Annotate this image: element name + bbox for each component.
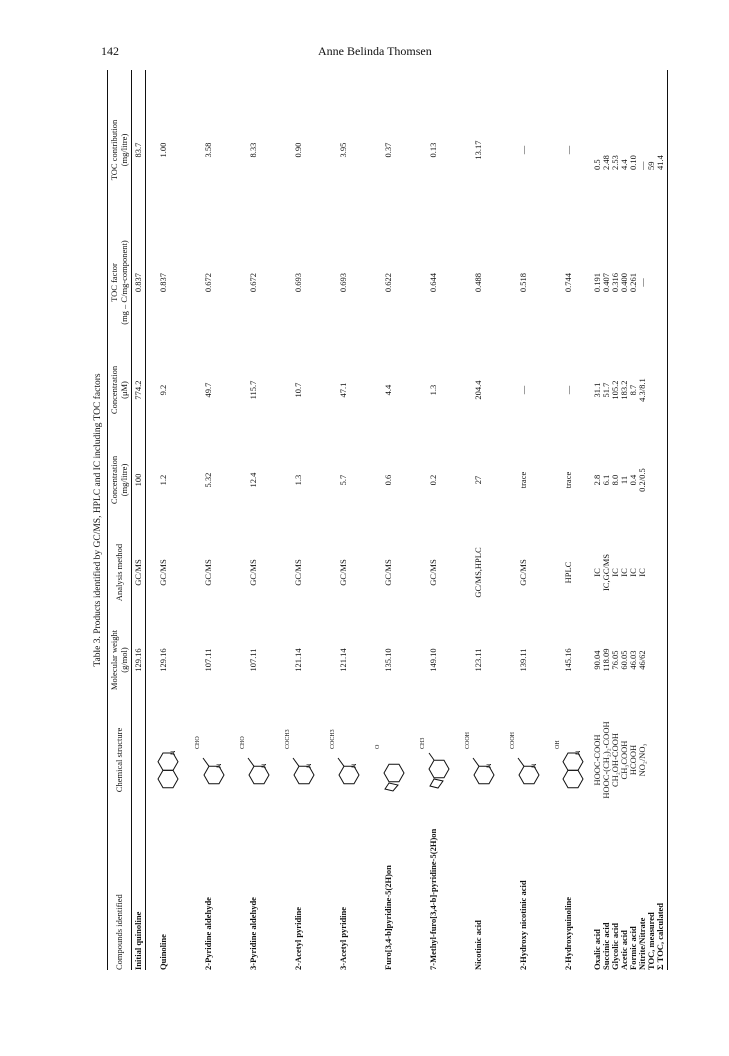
svg-text:N: N [531,763,538,768]
substituent-label: OH [555,740,561,749]
row-toc-contrib: 3.58 [203,142,213,158]
row-conc-mg: 1.2 [158,474,168,486]
row-toc-factor: 0.622 [383,272,393,293]
acid-mw: 76.05 [610,650,620,670]
acid-method: IC [637,568,647,577]
acid-mw: 60.05 [619,650,629,670]
acid-formula: HOOC-(CH₂)₂-COOH [601,721,611,799]
row-toc-factor: 0.693 [293,272,303,293]
row-toc-contrib: 3.95 [338,142,348,158]
acid-toc-contrib: 4.4 [619,159,629,170]
svg-text:N: N [351,763,358,768]
acid-toc-contrib: 2.53 [610,155,620,170]
acid-toc-factor: 0.400 [619,272,629,293]
row-mw: 121.14 [293,648,303,672]
pyridine-sub-structure [285,729,321,795]
acid-compound: Oxalic acid [592,929,602,970]
acid-conc-um: 8.7 [628,384,638,396]
row-toc-factor: 0.744 [563,272,573,293]
row-method: GC/MS [203,559,213,586]
initial-row-rule [145,70,146,970]
acid-compound: Σ TOC, calculated [655,902,665,970]
row-method: HPLC [563,561,573,584]
row-conc-mg: 1.3 [293,474,303,486]
row-conc-um: 4.4 [383,384,393,396]
acid-compound: Acetic acid [619,930,629,970]
compound-name: 3-Pyridine aldehyde [248,897,258,970]
acid-compound: Formic acid [628,926,638,970]
header-conc-mg [109,435,129,525]
row-toc-contrib: 0.37 [383,142,393,158]
substituent-label: COOH [465,731,471,749]
compound-name: Quinoline [158,934,168,970]
acid-mw: 46/62 [637,650,647,670]
acid-compound: TOC, measured [646,912,656,970]
methylfuropyridinone-structure [421,735,456,795]
acid-toc-contrib: 0.5 [592,159,602,170]
nitrogen-atom-label: N [575,750,582,755]
initial-compound: Initial quinoline [133,911,143,970]
svg-text:N: N [216,763,223,768]
compound-name: 2-Hydroxyquinoline [563,896,573,970]
acid-mw-list [593,620,647,700]
row-toc-contrib: 0.13 [428,142,438,158]
acid-conc-um-list [593,345,647,435]
row-mw: 107.11 [203,648,213,672]
initial-method: GC/MS [133,559,143,586]
header-mw [109,620,129,700]
compound-name: Nicotinic acid [473,920,483,970]
pyridine-sub-structure [196,735,231,795]
row-conc-um: 204.4 [473,380,483,400]
acid-conc-um: 51.7 [601,382,611,398]
acid-formula-list [593,700,647,820]
row-method: GC/MS [383,559,393,586]
row-mw: 145.16 [563,648,573,672]
svg-text:N: N [486,763,493,768]
pyridine-sub-structure [241,735,276,795]
row-method: GC/MS [518,559,528,586]
table-bottom-rule [667,70,668,970]
row-method: GC/MS,HPLC [473,547,483,598]
row-conc-um: — [518,385,528,395]
header-conc-mg-line2: (mg/litre) [119,463,129,497]
substituent-label: O [375,744,381,749]
table-top-rule [107,70,108,970]
header-conc-um-line1: Concentration [109,365,119,415]
acid-compound: Succinic acid [601,922,611,970]
row-method: GC/MS [248,559,258,586]
row-conc-um: 115.7 [248,380,258,400]
svg-text:N: N [306,763,313,768]
acid-conc-mg: 11 [619,475,629,485]
acid-conc-mg: 8.0 [610,474,620,486]
row-toc-factor: 0.518 [518,272,528,293]
acid-mw: 118.09 [601,648,611,672]
row-conc-um: 1.3 [428,384,438,396]
initial-conc-um: 774.2 [133,380,143,400]
row-conc-mg: 5.32 [203,472,213,488]
row-toc-contrib: 13.17 [473,140,483,160]
header-compound: Compounds identified [114,894,124,970]
acid-method: IC [628,568,638,577]
acid-compound-list [593,903,665,970]
acid-toc-factor: 0.191 [592,272,602,293]
row-toc-factor: 0.672 [203,272,213,293]
page-number: 142 [101,44,119,58]
acid-method: IC [610,568,620,577]
acid-formula: CH₃COOH [619,740,629,780]
header-conc-um-line2: (μM) [119,381,129,399]
header-toc-contrib-line2: (mg/litre) [119,133,129,167]
row-method: GC/MS [428,559,438,586]
header-conc-mg-line1: Concentration [109,455,119,505]
acid-method: IC [592,568,602,577]
row-method: GC/MS [293,559,303,586]
row-conc-mg: 27 [473,475,483,485]
acid-formula: HOOC-COOH [592,734,602,786]
header-mw-line1: Molecular weight [109,629,119,691]
pyridine-sub-structure [510,731,546,795]
row-conc-um: 9.2 [158,384,168,396]
substituent-label: CHO [240,736,246,749]
pyridine-sub-structure [465,731,501,795]
header-toc-contrib-line1: TOC contribution [109,119,119,181]
acid-toc-factor: 0.407 [601,272,611,293]
row-toc-factor: 0.672 [248,272,258,293]
row-toc-factor: 0.488 [473,272,483,293]
row-mw: 149.10 [428,648,438,672]
acid-toc-contrib: — [637,161,647,170]
row-toc-contrib: — [518,145,528,155]
quinoline-structure [151,735,186,795]
row-conc-um: 10.7 [293,382,303,398]
row-conc-mg: trace [563,471,573,489]
furopyridinone-structure [376,735,411,795]
compound-name: 2-Acetyl pyridine [293,906,303,970]
acid-conc-mg: 6.1 [601,474,611,486]
header-mw-line2: (g/mol) [119,647,129,673]
acid-conc-um: 4.3/8.1 [637,378,647,402]
header-toc-factor-line1: TOC factor [109,263,119,302]
acid-mw: 46.03 [628,650,638,670]
header-rule [131,70,132,970]
substituent-label: CH3 [420,737,426,749]
acid-conc-um: 105.2 [610,380,620,400]
header-method: Analysis method [114,543,124,602]
svg-text:N: N [261,763,268,768]
acid-toc-contrib: 59 [646,161,656,170]
row-conc-mg: trace [518,471,528,489]
row-conc-um: 49.7 [203,382,213,398]
row-conc-mg: 0.2 [428,474,438,486]
row-mw: 135.10 [383,648,393,672]
initial-toc-factor: 0.837 [133,272,143,293]
row-toc-contrib: 0.90 [293,142,303,158]
row-toc-factor: 0.837 [158,272,168,293]
header-toc-contrib [109,80,129,220]
row-conc-um: — [563,385,573,395]
acid-conc-um: 31.1 [592,382,602,398]
compound-name: 2-Hydroxy nicotinic acid [518,880,528,970]
row-mw: 139.11 [518,648,528,672]
header-conc-um [109,345,129,435]
header-structure: Chemical structure [114,727,124,793]
acid-formula: NO₂/NO₃ [637,743,647,777]
substituent-label: COCH3 [330,729,336,749]
acid-toc-contrib-list [593,80,665,170]
row-mw: 121.14 [338,648,348,672]
row-mw: 129.16 [158,648,168,672]
acid-toc-factor: 0.261 [628,272,638,293]
row-toc-contrib: 8.33 [248,142,258,158]
acid-compound: Glycolic acid [610,923,620,970]
acid-conc-um: 183.2 [619,380,629,400]
row-toc-factor: 0.644 [428,272,438,293]
header-toc-factor-line2: (mg – C/mg-component) [119,240,129,325]
acid-toc-factor-list [593,220,647,345]
initial-toc-contrib: 83.7 [133,142,143,158]
compound-name: 2-Pyridine aldehyde [203,897,213,970]
row-method: GC/MS [338,559,348,586]
acid-conc-mg: 2.8 [592,474,602,486]
nitrogen-atom-label: N [170,750,177,755]
acid-method: IC,GC/MS [601,553,611,592]
compound-name: 7-Methyl-furo[3,4-b]-pyridine-5(2H)on [428,828,438,970]
row-conc-mg: 5.7 [338,474,348,486]
pyridine-sub-structure [330,729,366,795]
table-caption: Table 3. Products identified by GC/MS, HPLC and IC including TOC factors [93,373,103,667]
acid-toc-contrib: 41.4 [655,155,665,170]
acid-formula: CH₂OH-COOH [610,733,620,787]
row-mw: 107.11 [248,648,258,672]
quinoline-structure [556,735,591,795]
acid-method-list [593,525,647,620]
row-conc-mg: 0.6 [383,474,393,486]
substituent-label: COOH [510,731,516,749]
acid-toc-factor: — [637,278,647,287]
acid-formula: HCOOH [628,744,638,776]
header-toc-factor [109,220,129,345]
row-toc-contrib: — [563,145,573,155]
row-toc-contrib: 1.00 [158,142,168,158]
acid-toc-contrib: 2.48 [601,155,611,170]
compound-name: Furo[3,4-b]pyridine-5(2H)on [383,865,393,970]
compound-name: 3-Acetyl pyridine [338,906,348,970]
substituent-label: CHO [195,736,201,749]
initial-mw: 129.16 [133,648,143,672]
row-conc-mg: 12.4 [248,472,258,488]
rotated-table [93,70,683,970]
acid-toc-factor: 0.316 [610,272,620,293]
acid-compound: Nitrite/Nitrate [637,917,647,970]
row-conc-um: 47.1 [338,382,348,398]
acid-toc-contrib: 0.10 [628,155,638,170]
initial-conc-mg: 100 [133,473,143,487]
row-toc-factor: 0.693 [338,272,348,293]
acid-conc-mg: 0.2/0.5 [637,468,647,492]
row-method: GC/MS [158,559,168,586]
substituent-label: COCH3 [285,729,291,749]
running-head: Anne Belinda Thomsen [318,44,432,58]
acid-conc-mg-list [593,435,647,525]
acid-method: IC [619,568,629,577]
row-mw: 123.11 [473,648,483,672]
acid-mw: 90.04 [592,650,602,670]
acid-conc-mg: 0.4 [628,474,638,486]
